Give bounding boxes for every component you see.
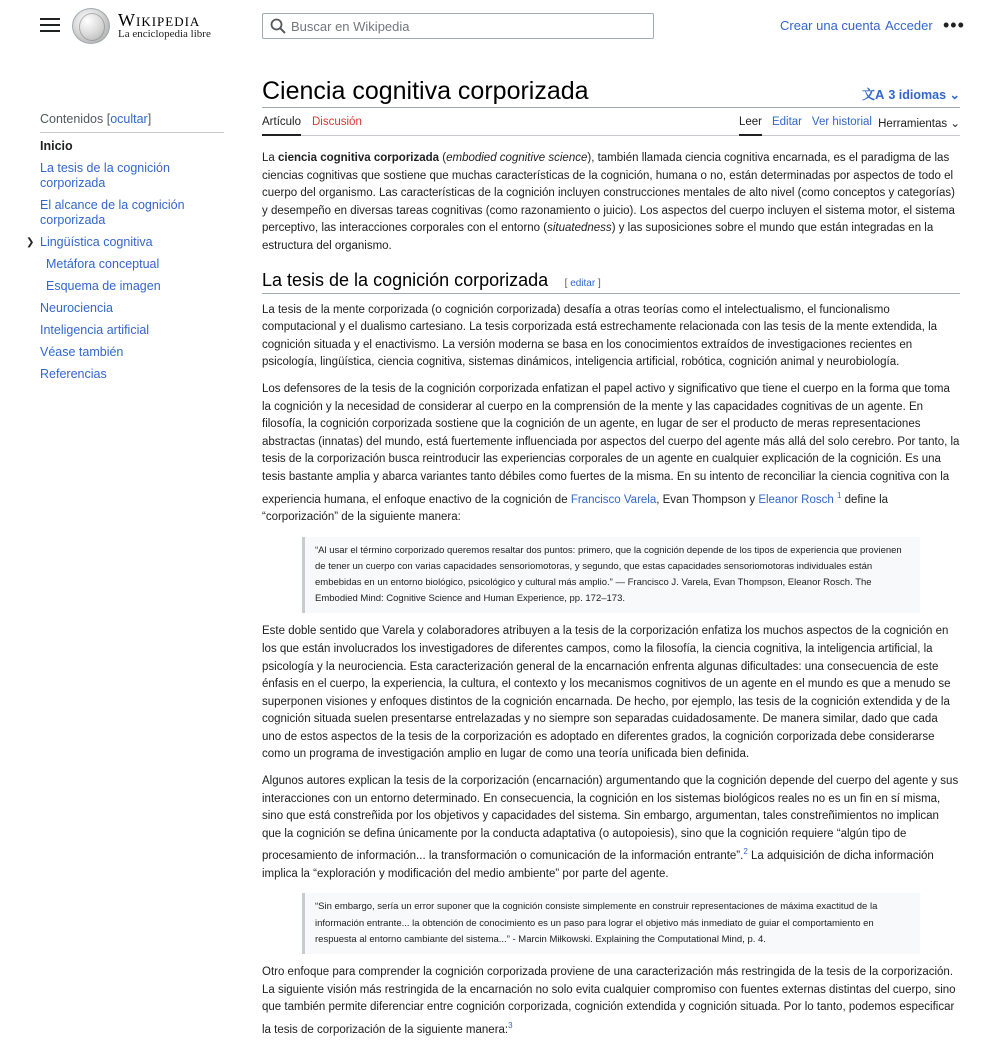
more-options-icon[interactable]: ••• [943,15,965,35]
toc-item-label: Lingüística cognitiva [40,235,153,249]
toc-item-metafora[interactable]: Metáfora conceptual [46,257,160,271]
toc-hide-link[interactable]: ocultar [110,112,148,126]
quote-1: “Al usar el término corporizado queremos resaltar dos puntos: primero, que la cognición depende de los tipos de experiencia que provienen de tener un cuerpo con varias capacidades sensoriomotoras, y segundo, que estas capacidades sensoriomotoras individuales están embebidas en un entorno biológico, psicológico y cultural más amplio.” — Francisco J. Varela, Evan Thompson, Eleanor Rosch. The Embodied Mind: Cognitive Science and Human Experience, pp. 172–173. [302,537,920,614]
reference-3[interactable]: 3 [508,1020,513,1030]
page-tabs [262,108,960,136]
create-account-link[interactable]: Crear una cuenta [780,18,881,33]
search-box[interactable] [262,13,654,39]
toc-item-inicio[interactable]: Inicio [40,139,73,153]
page-title: Ciencia cognitiva corporizada [262,77,589,105]
link-eleanor-rosch[interactable]: Eleanor Rosch [758,493,834,506]
tab-read[interactable]: Leer [739,116,762,136]
toc-item-referencias[interactable]: Referencias [40,367,107,381]
section-title: La tesis de la cognición corporizada [262,269,549,290]
intro-bold-term: ciencia cognitiva corporizada [278,152,440,164]
language-count: 3 idiomas [888,88,947,102]
intro-situatedness: situatedness [547,222,612,235]
chevron-down-icon: ⌄ [949,88,960,102]
intro-text-d: ) y las suposiciones sobre el mundo que están integradas en la estructura del organismo. [262,222,934,252]
reference-2[interactable]: 2 [743,847,748,857]
toc-item-ia[interactable]: Inteligencia artificial [40,323,150,337]
menu-icon[interactable] [38,14,62,38]
tools-label: Herramientas [878,118,948,130]
p2-text-a: Los defensores de la tesis de la cognición corporizada enfatizan el papel activo y significativo que tiene el cuerpo en la forma que toma la cognición y la necesidad de considerar al cuerpo en la comprensión de la mente y las capacidades cognitivas de un agente. En filosofía, la cognición corporizada sostiene que la cognición de un agente, en lugar de ser el producto de meras representaciones abstractas (innatas) del mundo, está fuertemente influenciada por aspectos del cuerpo del agente más allá del solo cerebro. Por tanto, la tesis de la corporización busca reintroducir las experiencias corporales de un agente en cualquier explicación de la cognición. Es una tesis bastante amplia y abarca variantes tanto débiles como fuertes de la misma. En su intento de reconciliar la ciencia cognitiva con la experiencia humana, el enfoque enactivo de la cognición de [262,382,960,506]
intro-text-a: La [262,152,278,164]
logo-tagline: La enciclopedia libre [118,28,211,40]
search-input[interactable] [291,14,651,38]
section-edit-link[interactable]: editar [570,277,596,289]
p4-text-a: Algunos autores explican la tesis de la corporización (encarnación) argumentando que la cognición depende del cuerpo del agente y sus interacciones con un entorno determinado. En consecuencia, la cognición en los sistemas biológicos reales no es un fin en sí misma, sino que está constreñida por los objetivos y capacidades del sistema. Sin embargo, argumentan, tales constreñimientos no implican que la cognición se defina únicamente por la conducta adaptativa (o autopoiesis), sino que la cognición requiere “algún tipo de procesamiento de información... la transformación o comunicación de la información entrante”. [262,775,959,863]
table-of-contents [26,112,224,389]
title-row [262,76,960,108]
intro-text-b: ( [439,152,447,164]
section-edit: [ editar ] [564,277,601,289]
search-icon [270,18,286,34]
section-heading [262,270,960,294]
paragraph-1: La tesis de la mente corporizada (o cognición corporizada) desafía a otras teorías como el intelectualismo, el funcionalismo computacional y el dualismo cartesiano. La tesis corporizada está estrechamente relacionada con las tesis de la mente extendida, la cognición situada y el enactivismo. La versión moderna se basa en los conocimientos extraídos de investigaciones recientes en psicología, lingüística, ciencia cognitiva, sistemas dinámicos, inteligencia artificial, robótica, cognición animal y neurobiología. [262,303,938,369]
toc-item-esquema[interactable]: Esquema de imagen [46,279,161,293]
site-header [0,0,1000,52]
quote-2: “Sin embargo, sería un error suponer que la cognición consiste simplemente en construir representaciones de máxima exactitud de la información entrante... la obtención de conocimiento es un paso para lograr el objetivo más inmediato de guiar el comportamiento en respuesta al entorno cambiante del sistema...” - Marcin Miłkowski. Explaining the Computational Mind, p. 4. [302,893,920,954]
toc-item-tesis[interactable]: La tesis de la cognición corporizada [40,161,170,190]
tab-article[interactable]: Artículo [262,116,301,136]
intro-english-term: embodied cognitive science [446,152,588,164]
paragraph-2 [262,381,960,527]
tab-discussion[interactable]: Discusión [312,116,362,128]
chevron-down-icon: ⌄ [950,118,960,130]
language-button[interactable] [862,84,960,103]
p5-text-a: Otro enfoque para comprender la cognición corporizada proviene de una caracterización más restringida de la tesis de la corporización. La siguiente visión más restringida de la encarnación no solo evita cualquier compromiso con fuentes externas distintas del cuerpo, sino que también permite diferenciar entre cognición corporizada, cognición extendida y cognición situada. Por lo tanto, podemos especificar la tesis de corporización de la siguiente manera: [262,966,956,1036]
wikipedia-globe-logo[interactable] [72,8,110,44]
login-link[interactable]: Acceder [885,18,933,33]
toc-heading-label: Contenidos [40,112,104,126]
intro-text-c: ), también llamada ciencia cognitiva encarnada, es el paradigma de las ciencias cognitivas que sostiene que muchas características de la cognición, humana o no, están determinadas por aspectos de todo el cuerpo del organismo. Las características de la cognición incluyen construcciones mentales de alto nivel (como conceptos y categorías) y desempeño en diversas tareas cognitivas (como razonamiento o juicio). Los aspectos del cuerpo incluyen el sistema motor, el sistema perceptivo, las interacciones corporales con el entorno ( [262,152,955,235]
intro-paragraph [262,150,960,256]
toc-item-vease[interactable]: Véase también [40,345,124,359]
paragraph-5 [262,964,960,1039]
reference-1[interactable]: 1 [836,490,842,500]
logo-wordmark[interactable]: Wikipedia [118,10,201,30]
paragraph-4 [262,773,960,883]
p4-text-b: La adquisición de dicha información implica la “exploración y modificación del medio ambiente” por parte del agente. [262,850,934,880]
chevron-down-icon[interactable]: ❯ [26,237,35,248]
toc-heading: Contenidos [ocultar] [40,112,224,133]
toc-item-alcance[interactable]: El alcance de la cognición corporizada [40,198,185,227]
paragraph-3: Este doble sentido que Varela y colaboradores atribuyen a la tesis de la corporización enfatiza los muchos aspectos de la cognición en los que están involucrados los investigadores de diferentes campos, como la filosofía, la ciencia cognitiva, la inteligencia artificial, la psicología y la neurociencia. Esta caracterización general de la encarnación enfrenta algunas dificultades: una consecuencia de este énfasis en el cuerpo, la experiencia, la cultura, el contexto y los mecanismos cognitivos de un agente en el mundo es que a menudo se superponen visiones y enfoques distintos de la cognición encarnada. De hecho, por ejemplo, las tesis de la cognición extendida y de la cognición situada suelen presentarse entrelazadas y no siempre son separadas cuidadosamente. De manera similar, dado que cada uno de estos aspectos de la tesis de la corporización es adoptado en diferentes grados, la cognición corporizada debe considerarse como un programa de investigación amplio en lugar de como una teoría unificada bien definida. [262,625,951,761]
tab-history[interactable]: Ver historial [811,116,872,128]
toc-item-neurociencia[interactable]: Neurociencia [40,301,113,315]
tab-tools[interactable] [878,116,960,130]
translate-icon: 文A [861,87,885,102]
link-francisco-varela[interactable]: Francisco Varela [570,493,657,506]
main-content [262,76,960,1048]
toc-item-linguistica[interactable] [26,235,224,250]
p2-text-b: , Evan Thompson y [656,493,759,506]
p2-text-c: define la “corporización” de la siguiente manera: [262,493,889,523]
tab-edit[interactable]: Editar [771,116,802,128]
